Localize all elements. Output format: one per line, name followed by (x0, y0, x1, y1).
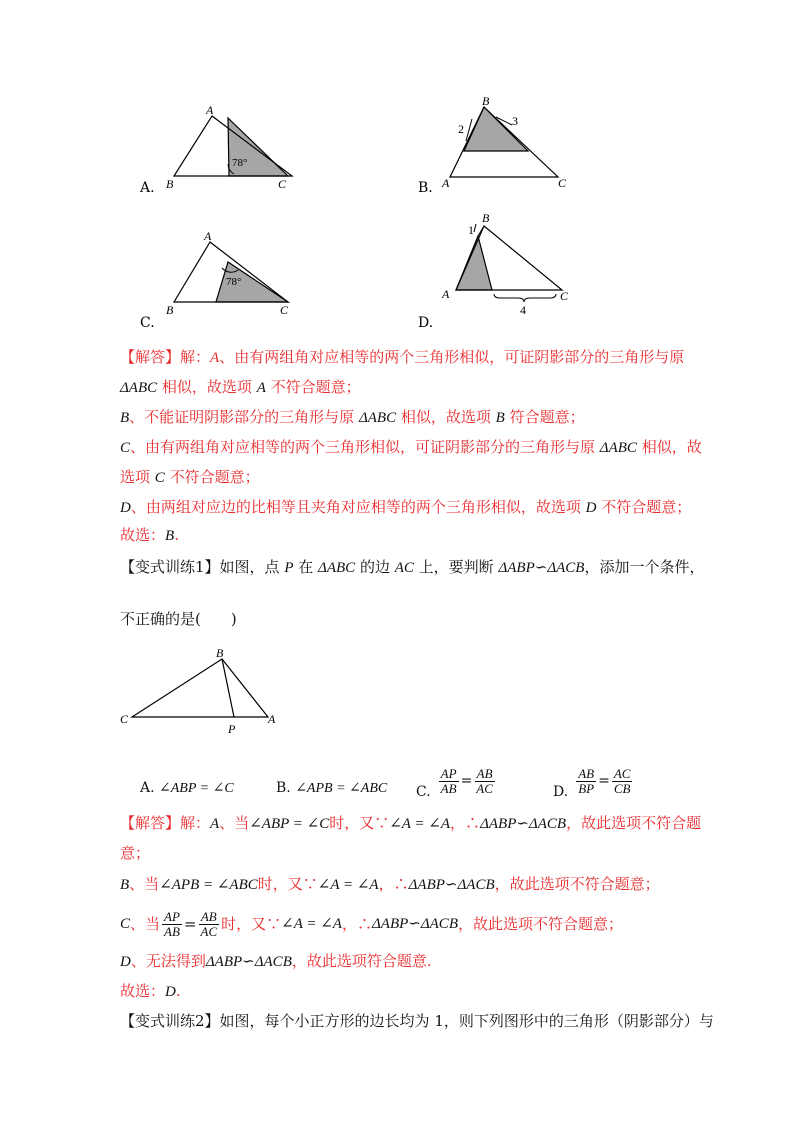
fig-c-vertex-c: C (280, 303, 289, 317)
answer1-line1: 【解答】解：A、由有两组角对应相等的两个三角形相似，可证阴影部分的三角形与原 (120, 348, 685, 366)
fig-d-side-4: 4 (520, 303, 526, 317)
exercise1-question-line2: 不正确的是( ) (120, 610, 237, 628)
answer1-line5: 选项 C 不符合题意； (120, 468, 260, 486)
exercise1-question-line1: 【变式训练1】如图，点 P 在 ΔABC 的边 AC 上，要判断 ΔABP∽ΔACB，添加一个条件， (120, 558, 705, 576)
fig-b-side-3: 3 (512, 114, 518, 128)
ex1-vertex-c: C (120, 712, 129, 726)
exercise1-tag: 【变式训练1】 (120, 558, 220, 576)
fig-a-angle-label: 78° (232, 157, 248, 169)
figure-b-triangle (440, 95, 580, 190)
ex1-vertex-p: P (228, 722, 236, 735)
exercise1-triangle-figure (118, 645, 288, 735)
answer2-line5: D、无法得到ΔABP∽ΔACB，故此选项符合题意. (120, 952, 432, 970)
ex1-vertex-a: A (268, 712, 276, 726)
option-label-d: D. (418, 315, 434, 331)
fig-b-side-2: 2 (458, 122, 464, 136)
figure-d-triangle (440, 210, 580, 320)
ex1-option-c: C. $\frac{AP}{AB}$ = $\frac{AB}{AC}$ (416, 765, 493, 800)
fig-c-angle-label: 78° (226, 276, 242, 288)
fig-b-vertex-c: C (558, 176, 567, 190)
option-label-b: B. (418, 180, 433, 196)
answer2-tag: 【解答】 (120, 814, 181, 832)
fig-b-vertex-a: A (442, 176, 450, 190)
ex1-option-a: A. ∠ABP = ∠C (140, 780, 234, 796)
fig-c-vertex-b: B (166, 303, 174, 317)
fig-a-vertex-c: C (278, 177, 287, 190)
answer1-tag: 【解答】 (120, 348, 181, 366)
ex1-option-b: B. ∠APB = ∠ABC (276, 780, 388, 796)
option-label-a: A. (140, 180, 155, 196)
fig-b-vertex-b: B (482, 95, 490, 108)
fig-d-vertex-b: B (482, 211, 490, 225)
answer2-line1: 【解答】解：A、当∠ABP = ∠C时，又∵∠A = ∠A，∴ΔABP∽ΔACB，故此选项不符合题 (120, 814, 702, 832)
answer1-line7: 故选：B. (120, 526, 179, 544)
fig-a-vertex-b: B (166, 177, 174, 190)
fig-d-vertex-a: A (442, 287, 450, 301)
answer2-line3: B、当∠APB = ∠ABC时，又∵∠A = ∠A，∴ΔABP∽ΔACB，故此选项不符合题意； (120, 875, 660, 893)
answer1-line4: C、由有两组角对应相等的两个三角形相似，可证阴影部分的三角形与原 ΔABC 相似，故 (120, 438, 702, 456)
fig-d-side-1: 1 (468, 223, 474, 237)
figure-c-triangle (160, 230, 300, 320)
answer1-line2: ΔABC 相似，故选项 A 不符合题意； (120, 378, 361, 396)
answer2-line2: 意； (120, 844, 151, 862)
answer1-line6: D、由两组对应边的比相等且夹角对应相等的两个三角形相似，故选项 D 不符合题意； (120, 498, 692, 516)
figure-a-triangle (160, 100, 300, 190)
answer1-line3: B、不能证明阴影部分的三角形与原 ΔABC 相似，故选项 B 符合题意； (120, 408, 585, 426)
exercise2-question: 【变式训练2】如图，每个小正方形的边长均为 1，则下列图形中的三角形（阴影部分）与 (120, 1012, 714, 1030)
answer2-line4: C 、当 $\frac{AP}{AB}$ = $\frac{AB}{AC}$ 时，又∵ ∠A = ∠A ，∴ ΔABP∽ΔACB ，故此选项不符合题意； (120, 908, 623, 939)
fig-a-vertex-a: A (206, 103, 214, 117)
fig-d-vertex-c: C (560, 289, 569, 303)
ex1-option-d: D. $\frac{AB}{BP}$ = $\frac{AC}{CB}$ (553, 765, 631, 800)
exercise2-tag: 【变式训练2】 (120, 1012, 220, 1030)
option-label-c: C. (140, 315, 155, 331)
fig-c-vertex-a: A (204, 230, 212, 243)
ex1-vertex-b: B (216, 646, 224, 660)
answer2-line6: 故选：D. (120, 982, 181, 1000)
